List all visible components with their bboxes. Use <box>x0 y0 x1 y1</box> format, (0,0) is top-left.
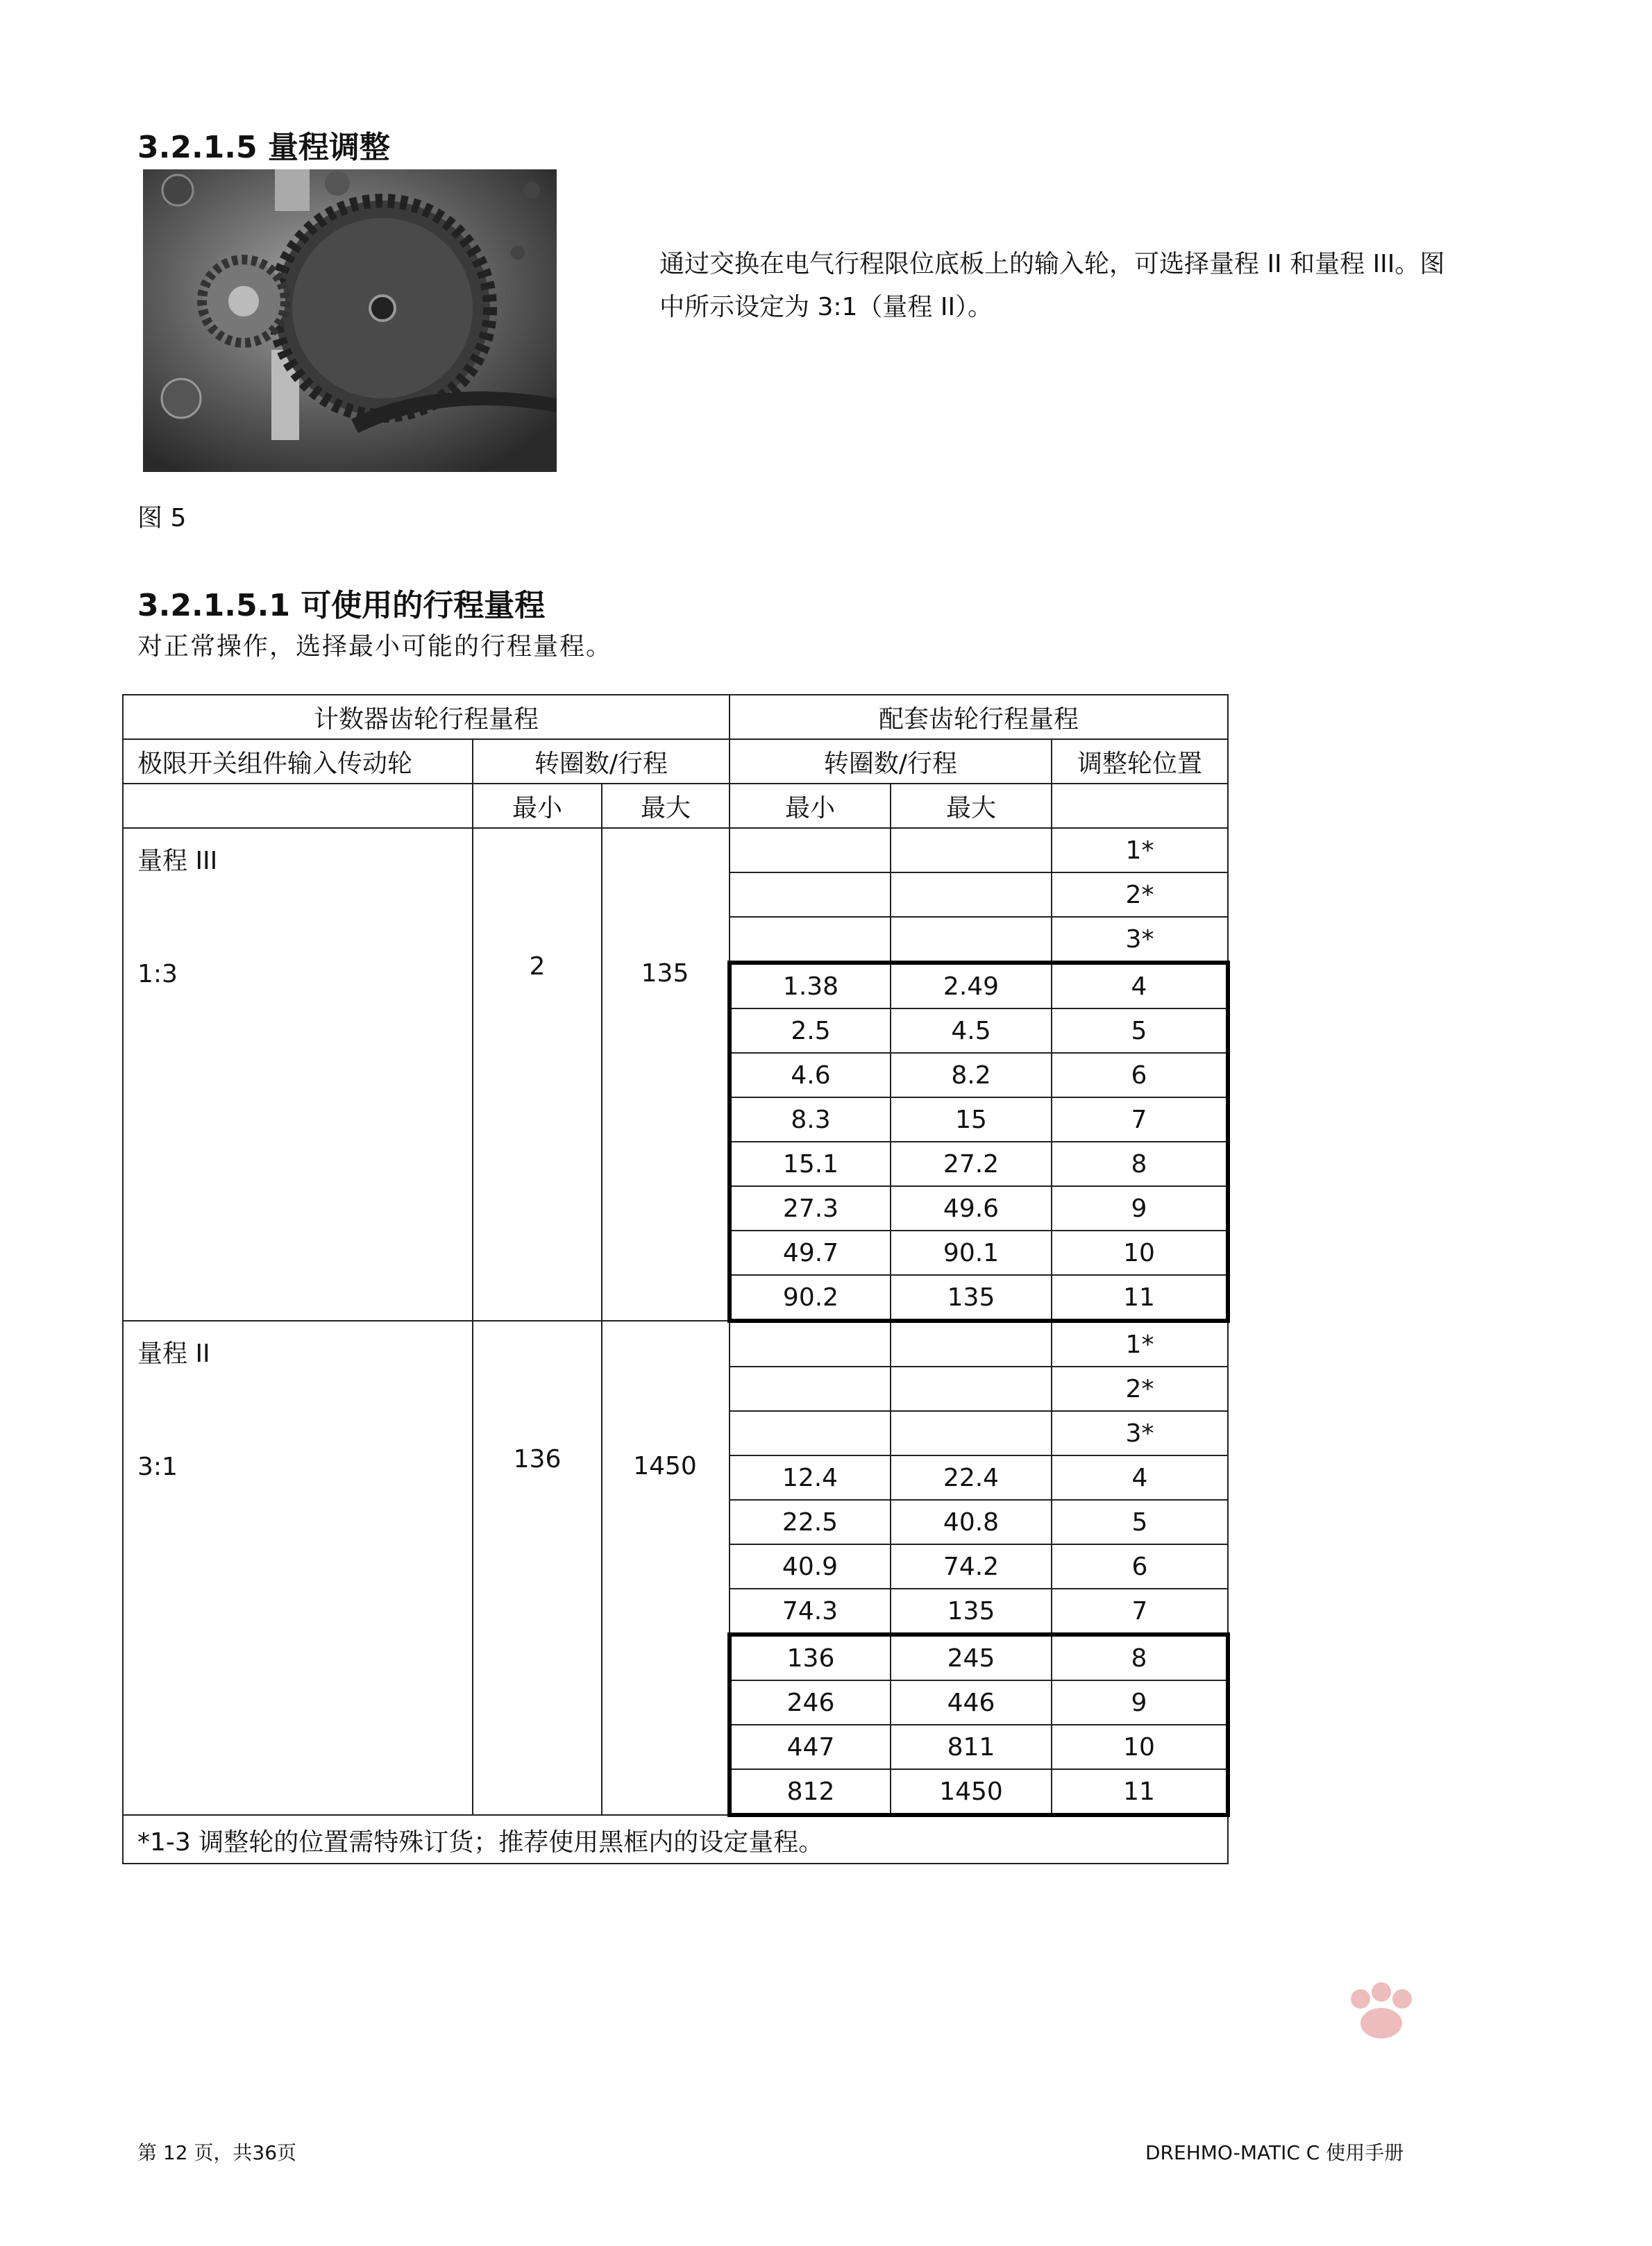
matching-max-cell: 8.2 <box>891 1053 1052 1097</box>
matching-min-cell: 447 <box>730 1725 891 1769</box>
wheel-position-cell: 1* <box>1052 1321 1228 1367</box>
matching-max-cell: 15 <box>891 1097 1052 1142</box>
counter-max-cell <box>602 828 730 1321</box>
matching-max-cell: 4.5 <box>891 1008 1052 1053</box>
matching-max-cell: 135 <box>891 1275 1052 1321</box>
matching-min-cell <box>730 1367 891 1411</box>
matching-min-cell <box>730 872 891 917</box>
range-ratio: 3:1 <box>137 1453 178 1481</box>
wheel-position-cell: 11 <box>1052 1769 1228 1815</box>
wheel-position-cell: 1* <box>1052 828 1228 872</box>
sub-header-max: 最大 <box>891 784 1052 828</box>
matching-max-cell <box>891 1321 1052 1367</box>
range-label-cell <box>123 1321 473 1815</box>
subsection-heading: 3.2.1.5.1 可使用的行程量程 <box>137 588 546 623</box>
wheel-position-cell: 11 <box>1052 1275 1228 1321</box>
matching-min-cell <box>730 1411 891 1455</box>
watermark <box>1152 1971 1569 2110</box>
col-header-wheel-position: 调整轮位置 <box>1052 739 1228 784</box>
wheel-position-cell: 9 <box>1052 1680 1228 1725</box>
counter-max-value: 135 <box>641 959 689 988</box>
matching-max-cell <box>891 917 1052 963</box>
matching-min-cell: 27.3 <box>730 1186 891 1231</box>
matching-max-cell: 135 <box>891 1589 1052 1635</box>
matching-max-cell <box>891 1367 1052 1411</box>
matching-min-cell: 49.7 <box>730 1231 891 1275</box>
footer-page-number: 第 12 页，共36页 <box>137 2141 297 2164</box>
matching-max-cell: 40.8 <box>891 1500 1052 1544</box>
matching-min-cell <box>730 917 891 963</box>
table-row <box>123 828 1228 872</box>
wheel-position-cell: 2* <box>1052 872 1228 917</box>
col-header-turns-counter: 转圈数/行程 <box>473 739 730 784</box>
baidu-paw-logo <box>1152 1971 1569 2110</box>
sub-header-empty <box>123 784 473 828</box>
col-header-turns-matching: 转圈数/行程 <box>730 739 1052 784</box>
matching-min-cell: 90.2 <box>730 1275 891 1321</box>
counter-min-value: 2 <box>529 952 546 981</box>
section-heading: 3.2.1.5 量程调整 <box>137 130 390 165</box>
table-footnote-row <box>123 1815 1228 1864</box>
counter-min-value: 136 <box>513 1445 562 1474</box>
wheel-position-cell: 6 <box>1052 1544 1228 1589</box>
table-sub-header-row <box>123 784 1228 828</box>
matching-max-cell <box>891 872 1052 917</box>
table-group-header-row <box>123 695 1228 739</box>
wheel-position-cell: 6 <box>1052 1053 1228 1097</box>
wheel-position-cell: 5 <box>1052 1500 1228 1544</box>
matching-max-cell <box>891 1411 1052 1455</box>
intro-paragraph: 通过交换在电气行程限位底板上的输入轮，可选择量程 II 和量程 III。图中所示设定为 3:1（量程 II）。 <box>659 250 1445 321</box>
table-row <box>123 1321 1228 1367</box>
matching-max-cell: 245 <box>891 1635 1052 1680</box>
range-label-cell <box>123 828 473 1321</box>
matching-max-cell: 49.6 <box>891 1186 1052 1231</box>
matching-min-cell: 1.38 <box>730 963 891 1008</box>
matching-max-cell: 27.2 <box>891 1142 1052 1186</box>
wheel-position-cell: 5 <box>1052 1008 1228 1053</box>
range-name: 量程 II <box>137 1340 210 1368</box>
matching-max-cell <box>891 828 1052 872</box>
counter-min-cell <box>473 828 602 1321</box>
matching-min-cell: 246 <box>730 1680 891 1725</box>
counter-max-value: 1450 <box>633 1452 697 1480</box>
wheel-position-cell: 8 <box>1052 1142 1228 1186</box>
matching-min-cell: 136 <box>730 1635 891 1680</box>
gear-illustration <box>143 169 557 472</box>
wheel-position-cell: 2* <box>1052 1367 1228 1411</box>
matching-min-cell: 8.3 <box>730 1097 891 1142</box>
matching-min-cell <box>730 1321 891 1367</box>
matching-max-cell: 2.49 <box>891 963 1052 1008</box>
wheel-position-cell: 7 <box>1052 1589 1228 1635</box>
matching-min-cell: 812 <box>730 1769 891 1815</box>
counter-min-cell <box>473 1321 602 1815</box>
wheel-position-cell: 7 <box>1052 1097 1228 1142</box>
wheel-position-cell: 3* <box>1052 917 1228 963</box>
matching-min-cell: 15.1 <box>730 1142 891 1186</box>
wheel-position-cell: 10 <box>1052 1231 1228 1275</box>
sub-header-min: 最小 <box>473 784 602 828</box>
matching-min-cell: 74.3 <box>730 1589 891 1635</box>
matching-min-cell: 12.4 <box>730 1455 891 1500</box>
counter-max-cell <box>602 1321 730 1815</box>
wheel-position-cell: 8 <box>1052 1635 1228 1680</box>
subsection-note: 对正常操作，选择最小可能的行程量程。 <box>137 632 613 661</box>
wheel-position-cell: 3* <box>1052 1411 1228 1455</box>
col-header-input-wheel: 极限开关组件输入传动轮 <box>123 739 473 784</box>
sub-header-min: 最小 <box>730 784 891 828</box>
wheel-position-cell: 9 <box>1052 1186 1228 1231</box>
wheel-position-cell: 4 <box>1052 963 1228 1008</box>
matching-max-cell: 74.2 <box>891 1544 1052 1589</box>
matching-min-cell <box>730 828 891 872</box>
wheel-position-cell: 10 <box>1052 1725 1228 1769</box>
footer-manual-title: DREHMO-MATIC C 使用手册 <box>1145 2141 1404 2164</box>
matching-min-cell: 4.6 <box>730 1053 891 1097</box>
matching-max-cell: 446 <box>891 1680 1052 1725</box>
wheel-position-cell: 4 <box>1052 1455 1228 1500</box>
sub-header-max: 最大 <box>602 784 730 828</box>
gear-photo <box>143 169 557 472</box>
matching-min-cell: 22.5 <box>730 1500 891 1544</box>
group-header-matching: 配套齿轮行程量程 <box>730 695 1228 739</box>
range-name: 量程 III <box>137 847 218 875</box>
matching-min-cell: 40.9 <box>730 1544 891 1589</box>
travel-range-table-container <box>122 694 1230 1864</box>
sub-header-empty <box>1052 784 1228 828</box>
matching-min-cell: 2.5 <box>730 1008 891 1053</box>
table-footnote: *1-3 调整轮的位置需特殊订货；推荐使用黑框内的设定量程。 <box>123 1815 1228 1864</box>
range-ratio: 1:3 <box>137 960 178 988</box>
matching-max-cell: 90.1 <box>891 1231 1052 1275</box>
figure-caption: 图 5 <box>137 504 187 532</box>
matching-max-cell: 22.4 <box>891 1455 1052 1500</box>
matching-max-cell: 1450 <box>891 1769 1052 1815</box>
matching-max-cell: 811 <box>891 1725 1052 1769</box>
group-header-counter: 计数器齿轮行程量程 <box>123 695 730 739</box>
table-column-header-row <box>123 739 1228 784</box>
travel-range-table <box>122 694 1230 1864</box>
